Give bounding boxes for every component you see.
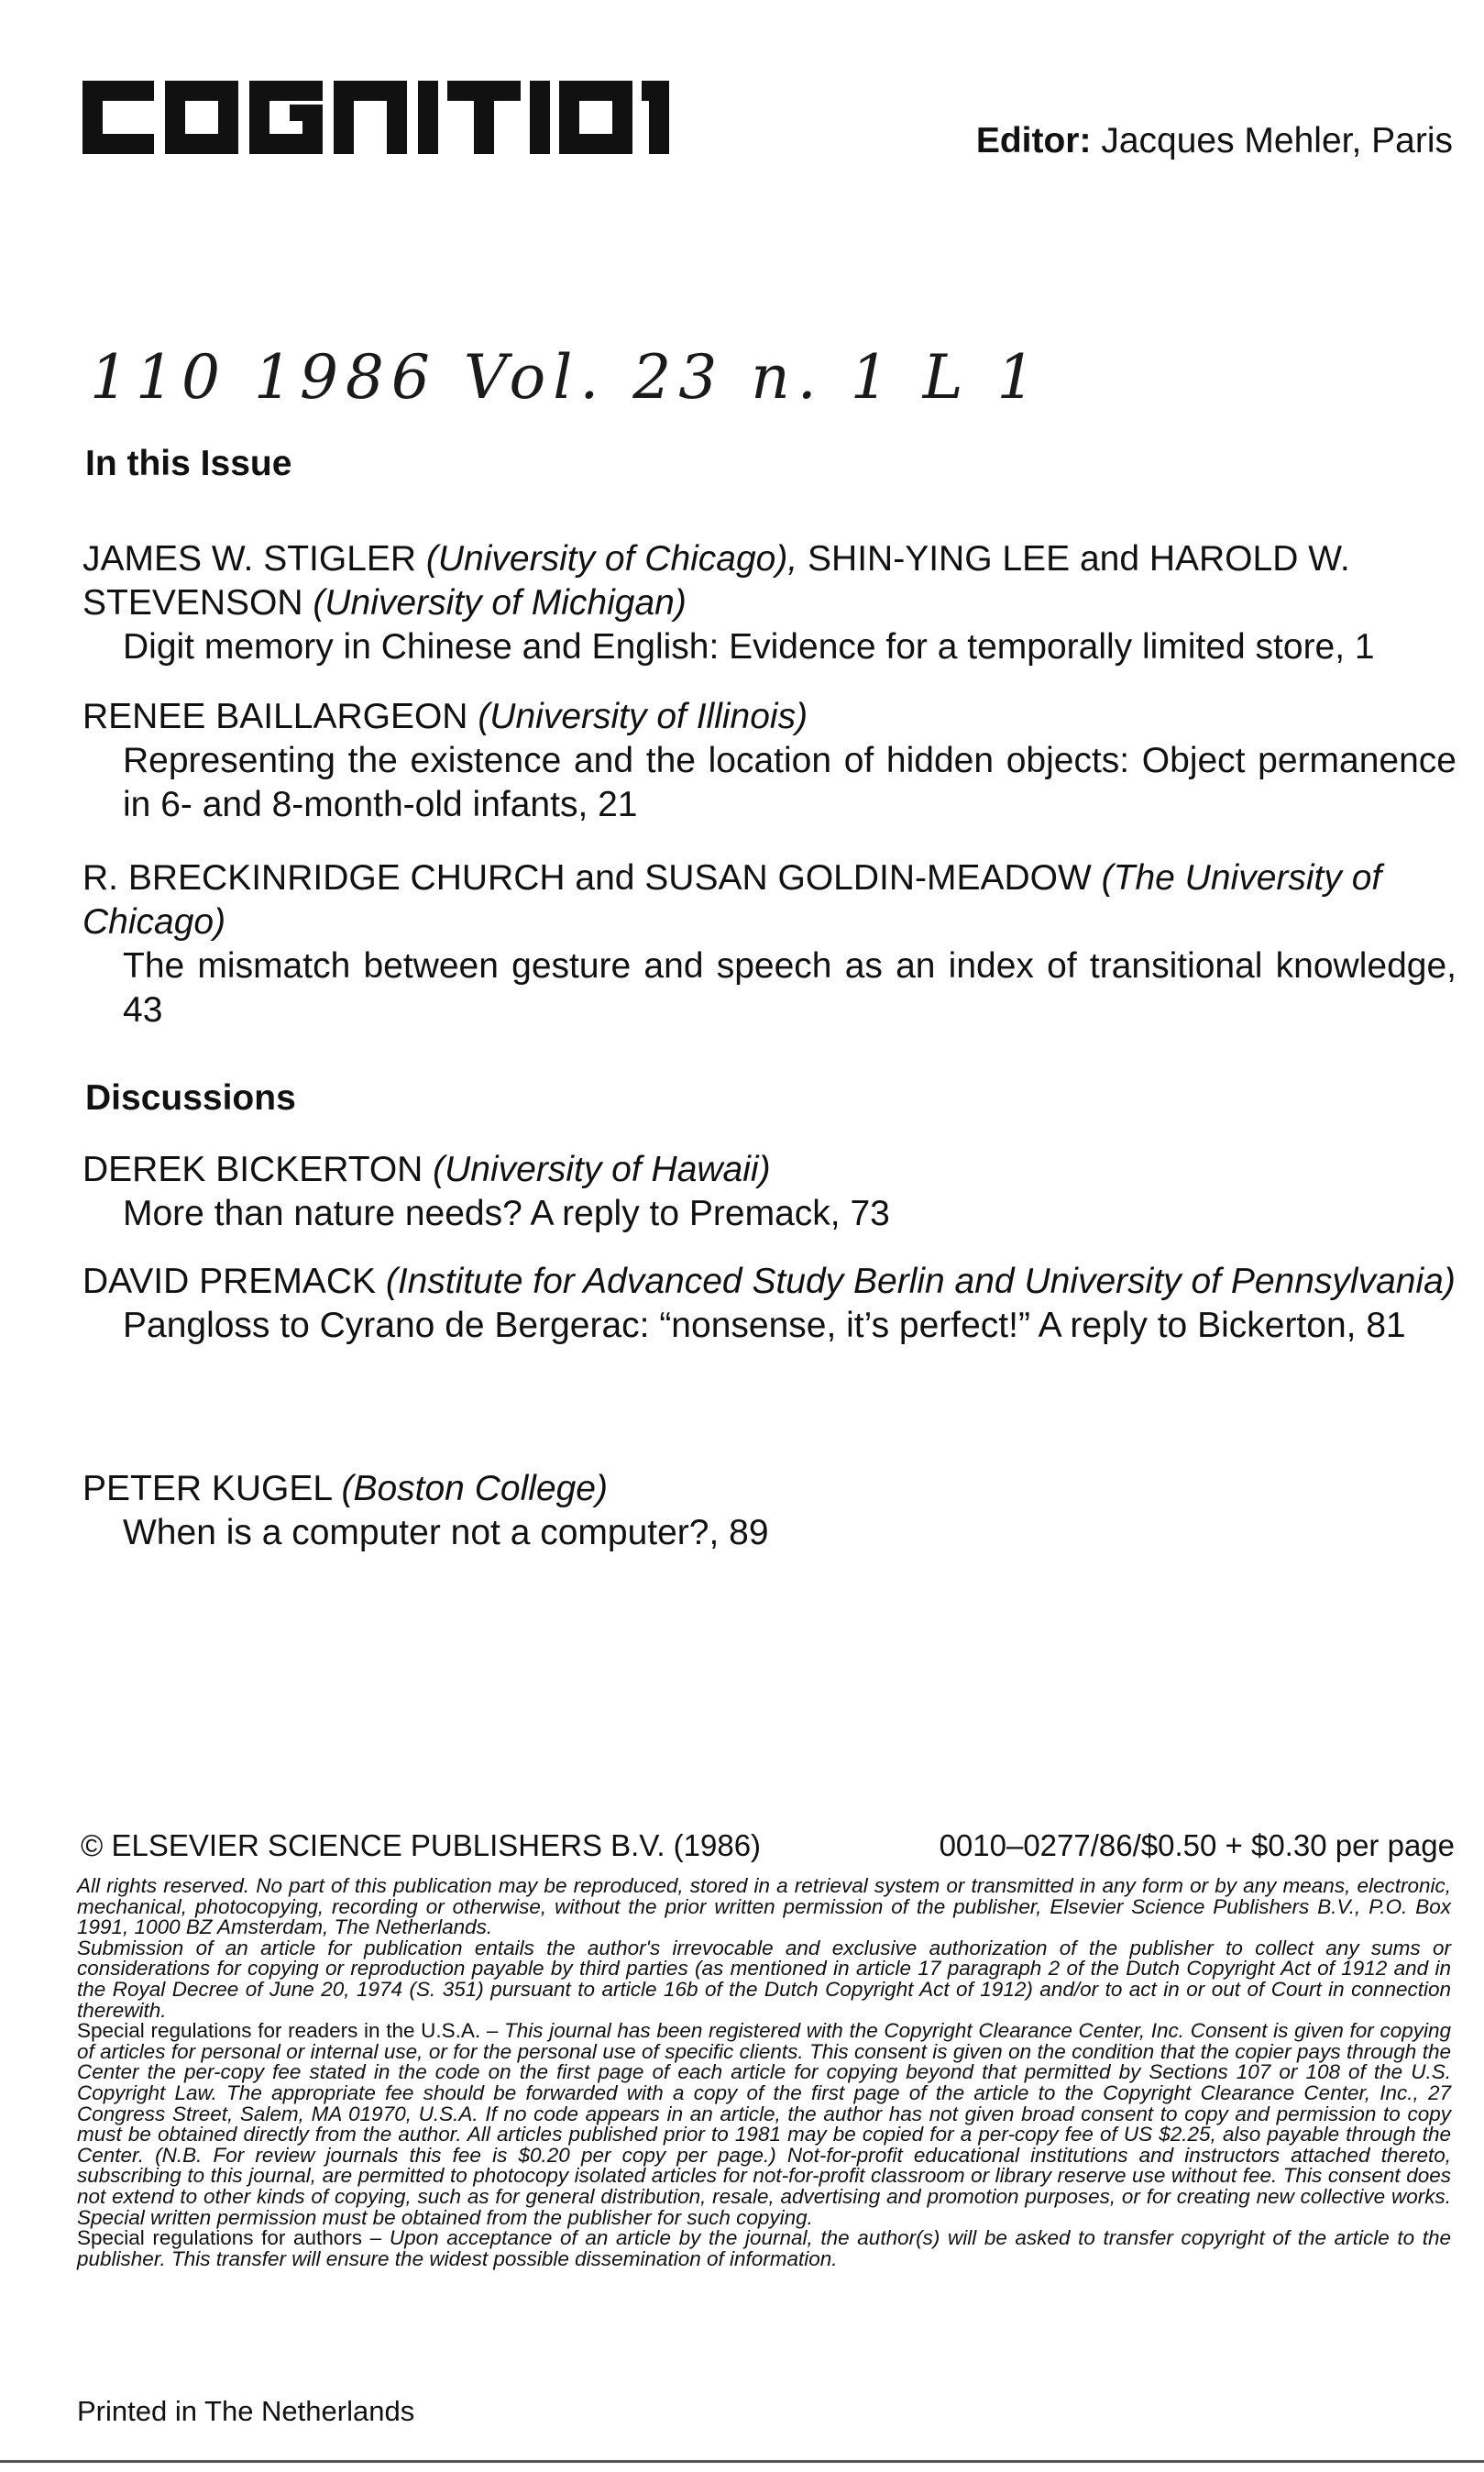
authors-paragraph xyxy=(77,2228,1451,2269)
article-title: Representing the existence and the location of hidden objects: Object permanence in 6- and 8-month-old infants, 21 xyxy=(123,741,1457,824)
discussions-heading: Discussions xyxy=(85,1078,296,1118)
article-title: The mismatch between gesture and speech as an index of transitional knowledge, 43 xyxy=(123,946,1457,1030)
usa-paragraph xyxy=(77,2021,1451,2228)
author-affiliation: (Institute for Advanced Study Berlin and University of Pennsylvania) xyxy=(385,1262,1456,1301)
handwritten-note xyxy=(82,326,1237,427)
copyright-notice: © ELSEVIER SCIENCE PUBLISHERS B.V. (1986) xyxy=(81,1828,762,1862)
editor-name: Jacques Mehler, Paris xyxy=(1091,121,1453,160)
author-names: JAMES W. STIGLER xyxy=(82,539,426,579)
printed-in: Printed in The Netherlands xyxy=(77,2395,415,2427)
article-title: Digit memory in Chinese and English: Evidence for a temporally limited store, 1 xyxy=(123,627,1375,667)
authors-text: Upon acceptance of an article by the journal, the author(s) will be asked to transfer copyright of the article to the publisher. This transfer will ensure the widest possible dissemination of information. xyxy=(77,2226,1452,2270)
author-affiliation: (University of Illinois) xyxy=(478,697,808,736)
discussion-entry-3 xyxy=(82,1467,1457,1555)
editor-label: Editor: xyxy=(975,121,1092,160)
discussion-title: Pangloss to Cyrano de Bergerac: “nonsense, it’s perfect!” A reply to Bickerton, 81 xyxy=(123,1306,1406,1345)
article-entry-1 xyxy=(82,537,1457,669)
author-names: SHIN-YING LEE and HAROLD W. STEVENSON xyxy=(82,539,1350,623)
author-names: R. BRECKINRIDGE CHURCH and SUSAN GOLDIN-MEADOW xyxy=(82,858,1102,898)
author-affiliation: (University of Hawaii) xyxy=(433,1150,771,1189)
discussion-authors xyxy=(82,1467,1457,1511)
usa-label: Special regulations for readers in the U.S.A. – xyxy=(77,2019,505,2043)
discussion-title: More than nature needs? A reply to Premack, 73 xyxy=(123,1194,890,1233)
handwritten-note-text: 110 1986 Vol. 23 n. 1 L 1 xyxy=(90,342,1043,413)
journal-logo xyxy=(82,72,669,163)
page-bottom-edge xyxy=(0,2460,1484,2463)
rights-paragraph: All rights reserved. No part of this publication may be reproduced, stored in a retrieval system or transmitted in any form or by any means, electronic, mechanical, photocopying, recording or otherwise, without the prior written permission of the publisher, Elsevier Science Publishers B.V., P.O. Box 1991, 1000 BZ Amsterdam, The Netherlands. xyxy=(77,1874,1451,1939)
discussion-entry-2 xyxy=(82,1260,1457,1348)
author-affiliation: (Boston College) xyxy=(341,1469,608,1508)
article-entry-2 xyxy=(82,695,1457,827)
fee-code: 0010–0277/86/$0.50 + $0.30 per page xyxy=(939,1828,1455,1862)
article-authors xyxy=(82,856,1457,944)
author-names: DAVID PREMACK xyxy=(82,1262,386,1301)
article-entry-3 xyxy=(82,856,1457,1032)
author-affiliation: (University of Michigan) xyxy=(313,583,687,623)
author-affiliation: (The University of Chicago) xyxy=(82,858,1382,942)
author-affiliation: (University of Chicago), xyxy=(425,539,798,579)
editor-line xyxy=(976,121,1453,161)
author-names: DEREK BICKERTON xyxy=(82,1150,434,1189)
discussion-title: When is a computer not a computer?, 89 xyxy=(123,1513,769,1552)
author-names: PETER KUGEL xyxy=(82,1469,342,1508)
discussion-authors xyxy=(82,1148,1457,1192)
legal-text xyxy=(77,1876,1451,2269)
discussion-entry-1 xyxy=(82,1148,1457,1236)
author-names: RENEE BAILLARGEON xyxy=(82,697,478,736)
authors-label: Special regulations for authors – xyxy=(77,2226,390,2250)
discussion-authors xyxy=(82,1260,1457,1304)
issue-heading: In this Issue xyxy=(85,444,292,483)
article-authors xyxy=(82,695,1457,739)
article-authors xyxy=(82,537,1457,625)
usa-text: This journal has been registered with the Copyright Clearance Center, Inc. Consent is given for copying of articles for personal or internal use, or for the personal use of specific clients. This consent is given on the condition that the copier pays through the Center the per-copy fee stated in the code on the first page of each article for copying beyond that permitted by Sections 107 or 108 of the U.S. Copyright Law. The appropriate fee should be forwarded with a copy of the first page of the article to the Copyright Clearance Center, Inc., 27 Congress Street, Salem, MA 01970, U.S.A. If no code appears in an article, the author has not given broad consent to copy and permission to copy must be obtained directly from the author. All articles published prior to 1981 may be copied for a per-copy fee of US $2.25, also payable through the Center. (N.B. For review journals this fee is $0.20 per copy per page.) Not-for-profit educational institutions and instructors attached thereto, subscribing to this journal, are permitted to photocopy isolated articles for not-for-profit classroom or library reserve use without fee. This consent does not extend to other kinds of copying, such as for general distribution, resale, advertising and promotion purposes, or for creating new collective works. Special written permission must be obtained from the publisher for such copying. xyxy=(77,2019,1451,2229)
copyright-row xyxy=(81,1828,1455,1863)
submission-paragraph: Submission of an article for publication entails the author's irrevocable and exclusive authorization of the publisher to collect any sums or considerations for copying or reproduction payable by third parties (as mentioned in article 17 paragraph 2 of the Dutch Copyright Act of 1912 and in the Royal Decree of June 20, 1974 (S. 351) pursuant to article 16b of the Dutch Copyright Act of 1912) and/or to act in or out of Court in connection therewith. xyxy=(77,1936,1451,2022)
